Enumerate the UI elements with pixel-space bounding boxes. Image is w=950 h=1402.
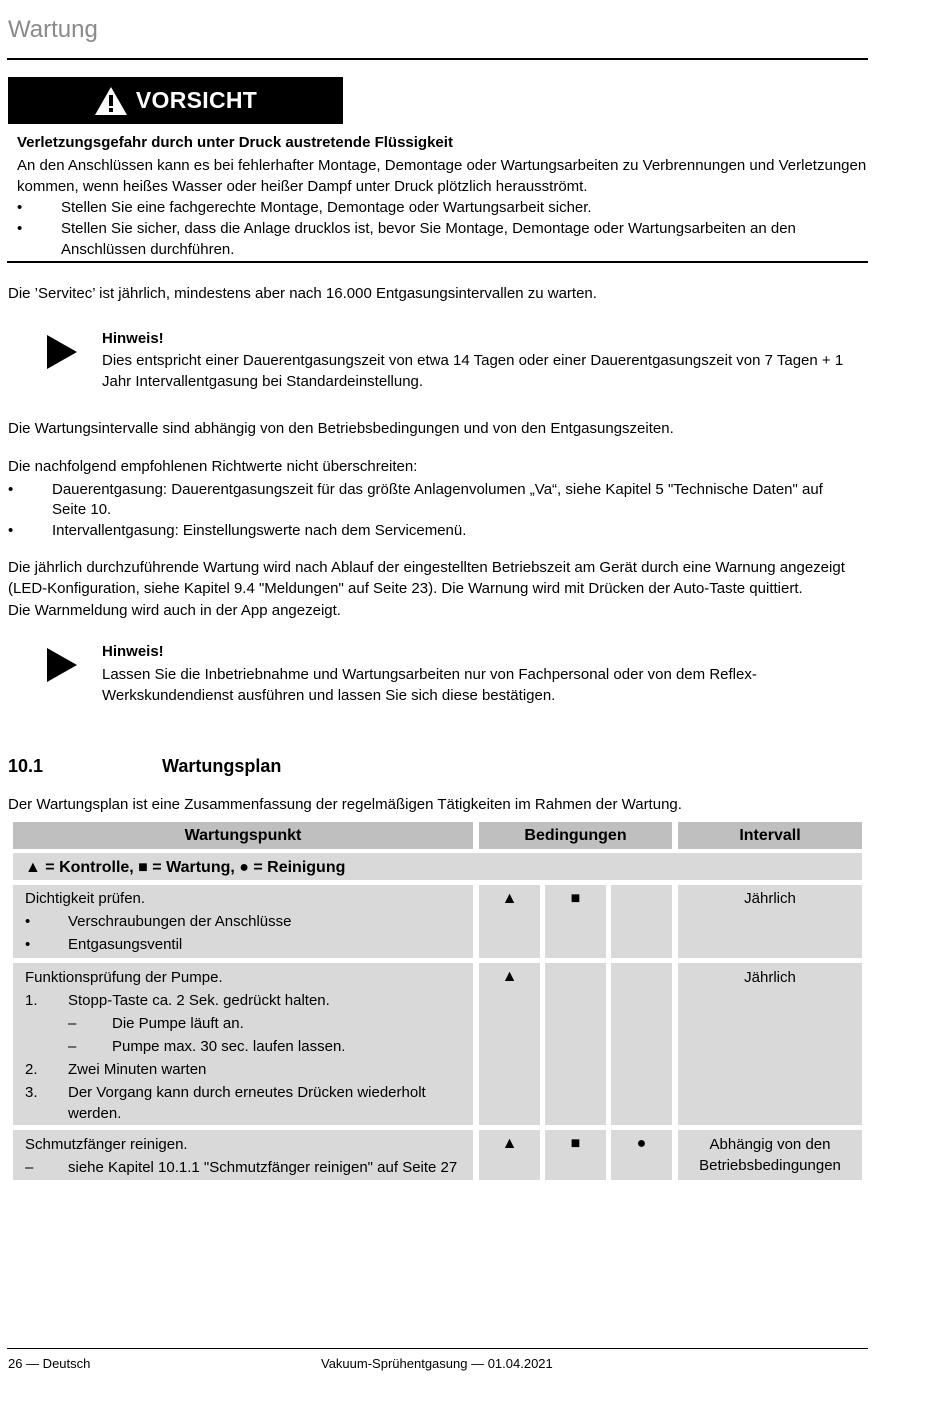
step-text: werden.	[68, 1105, 122, 1122]
warning-triangle-icon	[94, 86, 128, 116]
paragraph: Die ’Servitec’ ist jährlich, mindestens aber nach 16.000 Entgasungsintervallen zu warten.	[8, 285, 597, 302]
step-number: 3.	[25, 1084, 38, 1101]
sub-step: Pumpe max. 30 sec. laufen lassen.	[112, 1038, 346, 1055]
note-text: Lassen Sie die Inbetriebnahme und Wartungsarbeiten nur von Fachpersonal oder von dem Reflex-	[102, 666, 757, 683]
bullet-icon: •	[8, 522, 14, 539]
row-item: siehe Kapitel 10.1.1 "Schmutzfänger reinigen" auf Seite 27	[68, 1159, 458, 1176]
check-symbol: ▲	[501, 968, 518, 985]
table-cell	[611, 963, 672, 1125]
cleaning-symbol: ●	[636, 1135, 647, 1152]
footer-document: Vakuum-Sprühentgasung — 01.04.2021	[321, 1356, 553, 1371]
table-cell	[545, 963, 606, 1125]
step-text: Der Vorgang kann durch erneutes Drücken wiederholt	[68, 1084, 426, 1101]
caution-label: VORSICHT	[135, 87, 258, 113]
row-item: Verschraubungen der Anschlüsse	[68, 913, 292, 930]
warning-text: kommen, wenn heißes Wasser oder heißer Dampf unter Druck plötzlich herausströmt.	[17, 178, 588, 195]
section-number: 10.1	[8, 756, 44, 776]
table-cell	[611, 885, 672, 958]
row-title: Schmutzfänger reinigen.	[25, 1136, 188, 1153]
page-header-title: Wartung	[8, 16, 98, 43]
warning-text: An den Anschlüssen kann es bei fehlerhafter Montage, Demontage oder Wartungsarbeiten zu Verbrennungen und Verletzungen	[17, 157, 867, 174]
step-text: Stopp-Taste ca. 2 Sek. gedrückt halten.	[68, 992, 330, 1009]
table-header-wartungspunkt: Wartungspunkt	[13, 822, 473, 849]
note-text: Jahr Intervallentgasung bei Standardeinstellung.	[102, 373, 424, 390]
row-title: Dichtigkeit prüfen.	[25, 890, 146, 907]
warning-bottom-rule	[7, 261, 868, 263]
header-rule	[7, 58, 868, 60]
maintenance-symbol: ■	[570, 890, 581, 907]
paragraph: Die jährlich durchzuführende Wartung wird nach Ablauf der eingestellten Betriebszeit am Gerät durch eine Warnung angezeigt	[8, 559, 845, 576]
note-text: Werkskundendienst ausführen und lassen Sie sich diese bestätigen.	[102, 687, 556, 704]
table-header-intervall: Intervall	[678, 822, 862, 849]
paragraph: (LED-Konfiguration, siehe Kapitel 9.4 "Meldungen" auf Seite 23). Die Warnung wird mit Drücken der Auto-Taste quittiert.	[8, 580, 803, 597]
check-symbol: ▲	[501, 890, 518, 907]
row-interval: Betriebsbedingungen	[699, 1157, 841, 1174]
bullet-icon: •	[17, 199, 23, 216]
dash-icon: –	[25, 1159, 34, 1176]
list-item: Seite 10.	[52, 501, 112, 518]
note-title: Hinweis!	[102, 330, 164, 347]
list-item: Dauerentgasung: Dauerentgasungszeit für das größte Anlagenvolumen „Va“, siehe Kapitel 5 "Technische Daten" auf	[52, 481, 823, 498]
bullet-icon: •	[25, 913, 31, 930]
paragraph: Die Wartungsintervalle sind abhängig von den Betriebsbedingungen und von den Entgasungszeiten.	[8, 420, 674, 437]
warning-bullet: Stellen Sie sicher, dass die Anlage drucklos ist, bevor Sie Montage, Demontage oder Wartungsarbeiten an den	[61, 220, 796, 237]
bullet-icon: •	[25, 936, 31, 953]
note-arrow-icon	[47, 648, 77, 682]
section-title: Wartungsplan	[162, 756, 282, 776]
note-text: Dies entspricht einer Dauerentgasungszeit von etwa 14 Tagen oder einer Dauerentgasungszeit von 7 Tagen + 1	[102, 352, 844, 369]
row-interval: Abhängig von den	[709, 1136, 831, 1153]
footer-rule	[7, 1348, 868, 1349]
paragraph: Die Warnmeldung wird auch in der App angezeigt.	[8, 602, 341, 619]
table-header-bedingungen: Bedingungen	[479, 822, 672, 849]
paragraph: Die nachfolgend empfohlenen Richtwerte nicht überschreiten:	[8, 458, 418, 475]
warning-bullet: Anschlüssen durchführen.	[61, 241, 235, 258]
note-title: Hinweis!	[102, 643, 164, 660]
footer-page: 26 — Deutsch	[8, 1356, 91, 1371]
sub-step: Die Pumpe läuft an.	[112, 1015, 244, 1032]
step-number: 2.	[25, 1061, 38, 1078]
table-cell	[479, 963, 540, 1125]
list-item: Intervallentgasung: Einstellungswerte nach dem Servicemenü.	[52, 522, 467, 539]
row-interval: Jährlich	[744, 969, 796, 986]
dash-icon: –	[68, 1038, 77, 1055]
note-arrow-icon	[47, 335, 77, 369]
step-text: Zwei Minuten warten	[68, 1061, 207, 1078]
warning-bullet: Stellen Sie eine fachgerechte Montage, Demontage oder Wartungsarbeit sicher.	[61, 199, 592, 216]
bullet-icon: •	[8, 481, 14, 498]
check-symbol: ▲	[501, 1135, 518, 1152]
section-intro: Der Wartungsplan ist eine Zusammenfassung der regelmäßigen Tätigkeiten im Rahmen der Wartung.	[8, 796, 682, 813]
table-legend: ▲ = Kontrolle, ■ = Wartung, ● = Reinigung	[25, 859, 346, 876]
dash-icon: –	[68, 1015, 77, 1032]
step-number: 1.	[25, 992, 38, 1009]
row-interval: Jährlich	[744, 890, 796, 907]
bullet-icon: •	[17, 220, 23, 237]
row-title: Funktionsprüfung der Pumpe.	[25, 969, 223, 986]
row-item: Entgasungsventil	[68, 936, 183, 953]
caution-banner	[8, 77, 343, 124]
maintenance-symbol: ■	[570, 1135, 581, 1152]
warning-heading: Verletzungsgefahr durch unter Druck austretende Flüssigkeit	[17, 134, 453, 151]
